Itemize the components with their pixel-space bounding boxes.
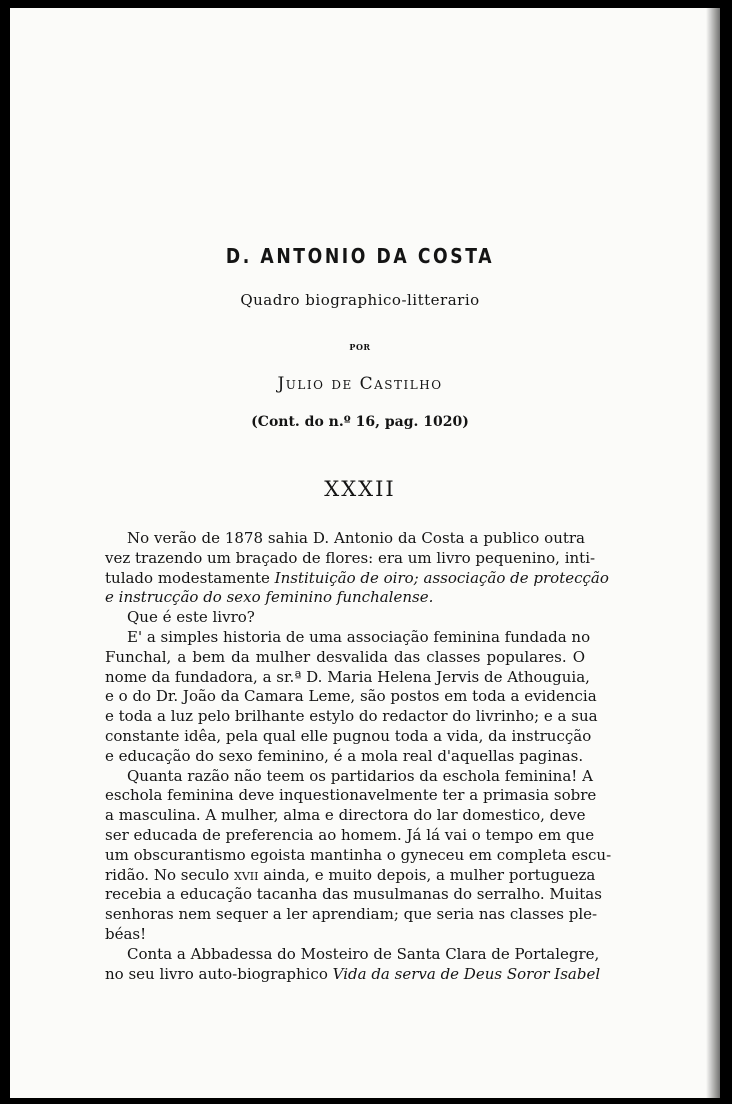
text-line: e educação do sexo feminino, é a mola real d'aquellas paginas. bbox=[105, 746, 584, 765]
text-line bbox=[105, 964, 601, 985]
century-numeral: xvii bbox=[233, 865, 259, 884]
text-line: ser educada de preferencia ao homem. Já lá vai o tempo em que bbox=[105, 825, 595, 844]
text-line: vez trazendo um braçado de flores: era um livro pequenino, inti- bbox=[105, 548, 596, 567]
continuation-note: (Cont. do n.º 16, pag. 1020) bbox=[251, 414, 469, 430]
text-line: um obscurantismo egoista mantinha o gyneceu em completa escu- bbox=[105, 845, 612, 864]
text-line bbox=[105, 588, 585, 608]
text-line: senhoras nem sequer a ler aprendiam; que seria nas classes ple- bbox=[105, 905, 598, 924]
text-line: a masculina. A mulher, alma e directora do lar domestico, deve bbox=[105, 806, 586, 825]
text-line: eschola feminina deve inquestionavelmente ter a primasia sobre bbox=[105, 786, 597, 805]
book-title-italic: e instrucção do sexo feminino funchalense. bbox=[105, 588, 434, 607]
text-line: béas! bbox=[105, 924, 147, 943]
page-edge-shadow bbox=[706, 8, 720, 1098]
chapter-number: XXXII bbox=[324, 477, 396, 501]
text-line: Funchal, a bem da mulher desvalida das classes populares. O bbox=[105, 647, 585, 666]
text-line: nome da fundadora, a sr.ª D. Maria Helena Jervis de Athouguia, bbox=[105, 667, 590, 686]
text-line: e o do Dr. João da Camara Leme, são postos em toda a evidencia bbox=[105, 687, 597, 706]
text-line: Que é este livro? bbox=[127, 608, 255, 627]
byline-label: POR bbox=[349, 342, 371, 352]
text-run: no seu livro auto-biographico bbox=[105, 964, 333, 983]
text-line: recebia a educação tacanha das musulmanas do serralho. Muitas bbox=[105, 885, 602, 904]
text-run: tulado modestamente bbox=[105, 568, 275, 587]
body-text bbox=[105, 529, 612, 984]
article-title: D. ANTONIO DA COSTA bbox=[225, 244, 495, 268]
text-line: E' a simples historia de uma associação feminina fundada no bbox=[127, 627, 591, 646]
text-run: ridão. No seculo bbox=[105, 865, 234, 884]
text-line bbox=[105, 865, 596, 886]
text-line: e toda a luz pelo brilhante estylo do redactor do livrinho; e a sua bbox=[105, 707, 598, 726]
text-line: constante idêa, pela qual elle pugnou toda a vida, da instrucção bbox=[105, 726, 592, 745]
text-line bbox=[105, 568, 609, 589]
article-subtitle: Quadro biographico-litterario bbox=[240, 291, 480, 309]
text-line: Quanta razão não teem os partidarios da eschola feminina! A bbox=[127, 766, 593, 785]
text-line: Conta a Abbadessa do Mosteiro de Santa Clara de Portalegre, bbox=[127, 944, 600, 963]
text-line: No verão de 1878 sahia D. Antonio da Costa a publico outra bbox=[127, 529, 585, 547]
book-title-italic: Vida da serva de Deus Soror Isabel bbox=[332, 964, 601, 983]
text-run: ainda, e muito depois, a mulher portugueza bbox=[258, 865, 596, 884]
book-title-italic: Instituição de oiro; associação de protecção bbox=[274, 568, 609, 587]
author-name: Julio de Castilho bbox=[277, 374, 443, 394]
document-page bbox=[10, 8, 720, 1098]
